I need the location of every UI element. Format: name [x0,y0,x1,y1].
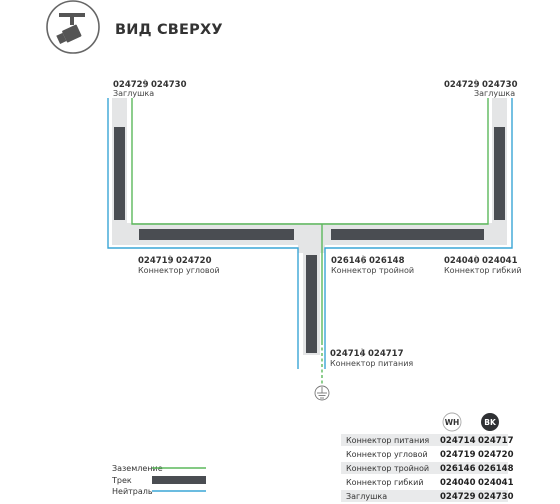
label-power-connector [330,348,413,368]
svg-text:Коннектор тройной: Коннектор тройной [331,266,415,275]
track-right-vertical [494,127,505,220]
badge-wh [443,413,461,431]
svg-text:024041: 024041 [482,256,518,266]
label-tee-connector [331,255,414,275]
parts-table [341,434,514,502]
svg-text:Коннектор угловой: Коннектор угловой [138,266,220,275]
label-flex-connector [444,255,522,275]
legend-ground-label: Заземление [112,464,163,473]
page-title: ВИД СВЕРХУ [115,22,223,38]
svg-text:024730: 024730 [151,80,187,90]
label-cap-right [444,79,518,98]
track-power-vertical [306,255,317,353]
ground-wire [132,98,488,224]
track-left-horizontal [139,229,294,240]
table-row-name: Коннектор угловой [346,450,428,459]
table-row-name: Коннектор тройной [346,464,430,473]
svg-text:024729: 024729 [444,80,480,90]
table-row-wh: 024714 [440,436,476,446]
table-row-bk: 024041 [478,478,514,488]
svg-text:WH: WH [444,418,460,427]
svg-text:024730: 024730 [482,80,518,90]
track-left-vertical [114,127,125,220]
svg-text:026148: 026148 [369,256,405,266]
label-cap-left [113,79,187,98]
table-row-bk: 024730 [478,492,514,502]
table-row-bk: 026148 [478,464,514,474]
svg-text:Коннектор гибкий: Коннектор гибкий [444,266,522,275]
label-corner-connector [138,255,220,275]
svg-text:024717: 024717 [368,349,404,359]
svg-text:Заглушка: Заглушка [113,89,155,98]
table-row-wh: 024040 [440,478,476,488]
badge-bk [481,413,499,431]
table-row-wh: 026146 [440,464,476,474]
table-row-wh: 024729 [440,492,476,502]
svg-text:024714: 024714 [330,349,366,359]
table-row-bk: 024720 [478,450,514,460]
svg-text:026146: 026146 [331,256,367,266]
table-row-wh: 024719 [440,450,476,460]
track-right-horizontal [331,229,484,240]
svg-text:024729: 024729 [113,80,149,90]
svg-text:Коннектор питания: Коннектор питания [330,359,414,368]
svg-text:Заглушка: Заглушка [474,89,516,98]
table-row-name: Заглушка [346,492,388,501]
legend [111,464,206,496]
legend-track-swatch [152,476,206,484]
svg-text:024720: 024720 [176,256,212,266]
table-row-name: Коннектор гибкий [346,478,424,487]
legend-neutral-label: Нейтраль [112,487,153,496]
svg-text:BK: BK [484,418,496,427]
legend-track-label: Трек [112,476,132,485]
table-row-name: Коннектор питания [346,436,430,445]
svg-text:024040: 024040 [444,256,480,266]
table-row-bk: 024717 [478,436,514,446]
svg-text:024719: 024719 [138,256,174,266]
ground-icon [315,386,329,400]
spotlight-icon [47,1,99,53]
